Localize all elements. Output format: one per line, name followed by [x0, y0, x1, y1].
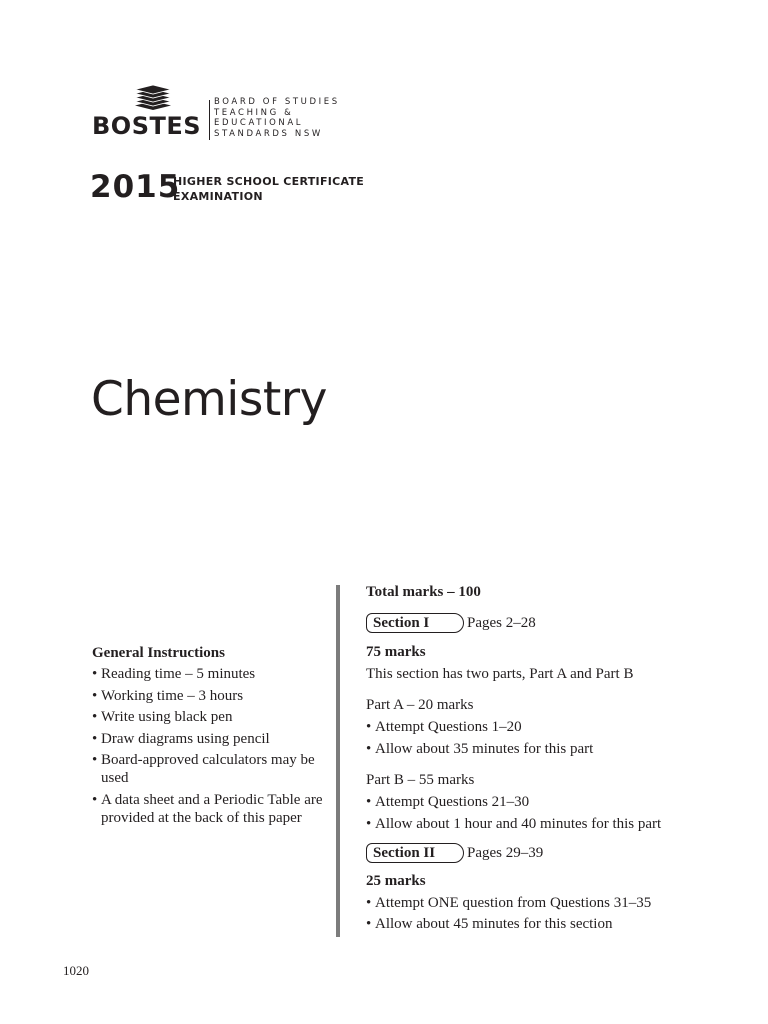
logo-org-line: EDUCATIONAL — [214, 118, 304, 128]
total-marks: Total marks – 100 — [366, 584, 481, 600]
part-a-item: • Attempt Questions 1–20 — [366, 717, 726, 737]
part-a-item: • Allow about 35 minutes for this part — [366, 739, 726, 759]
logo-wordmark: BOSTES — [92, 112, 202, 140]
general-instructions — [92, 643, 332, 831]
exam-name-line: HIGHER SCHOOL CERTIFICATE — [173, 175, 365, 188]
section-2-item: • Attempt ONE question from Questions 31–35 — [366, 893, 726, 913]
subject-title: Chemistry — [91, 372, 327, 427]
exam-name — [173, 174, 364, 204]
logo-org-line: TEACHING & — [214, 107, 294, 118]
part-a-title: Part A – 20 marks — [366, 697, 474, 713]
logo-divider — [209, 100, 210, 140]
section-1-header — [366, 611, 726, 635]
column-divider — [336, 585, 340, 937]
section-2-label: Section II — [366, 843, 464, 863]
section-2-item: • Allow about 45 minutes for this section — [366, 914, 726, 934]
section-1-marks: 75 marks — [366, 644, 426, 660]
section-1-pages: Pages 2–28 — [467, 615, 536, 631]
part-b-item: • Attempt Questions 21–30 — [366, 792, 726, 812]
exam-name-line: EXAMINATION — [173, 190, 263, 203]
logo-org-name — [214, 97, 340, 139]
general-instructions-heading: General Instructions — [92, 645, 225, 661]
exam-year: 2015 — [90, 169, 181, 205]
part-b-title: Part B – 55 marks — [366, 772, 475, 788]
section-2-pages: Pages 29–39 — [467, 845, 544, 861]
logo-org-line: BOARD OF STUDIES — [214, 97, 340, 107]
section-1-description: This section has two parts, Part A and Part B — [366, 666, 634, 682]
instruction-item: • Write using black pen — [92, 708, 332, 726]
instruction-item: • Reading time – 5 minutes — [92, 665, 332, 683]
sections-summary — [366, 582, 726, 934]
section-2-marks: 25 marks — [366, 873, 426, 889]
logo-org-line: STANDARDS NSW — [214, 128, 323, 139]
part-b-item: • Allow about 1 hour and 40 minutes for this part — [366, 814, 726, 834]
instruction-item: • Working time – 3 hours — [92, 687, 332, 705]
instruction-item: • Board-approved calculators may be used — [92, 751, 332, 787]
instructions-list — [92, 665, 332, 827]
bostes-logo-icon — [133, 82, 173, 114]
page-code: 1020 — [63, 963, 89, 978]
instruction-item: • A data sheet and a Periodic Table are provided at the back of this paper — [92, 791, 332, 827]
section-2-header — [366, 841, 726, 865]
instruction-item: • Draw diagrams using pencil — [92, 730, 332, 748]
section-1-label: Section I — [366, 613, 464, 633]
